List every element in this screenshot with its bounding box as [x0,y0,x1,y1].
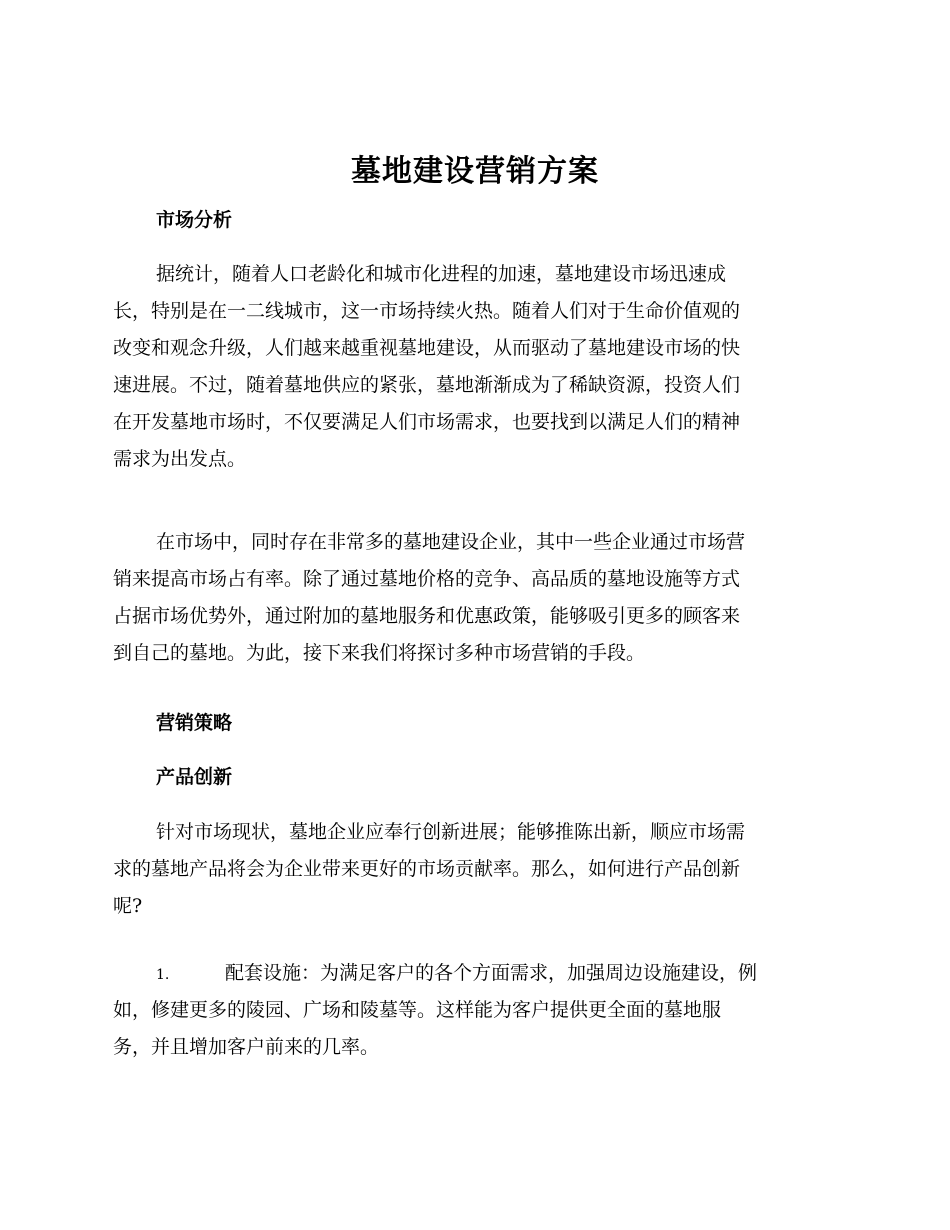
list-number: 1. [156,967,170,983]
text-line: 求的墓地产品将会为企业带来更好的市场贡献率。那么，如何进行产品创新 [113,858,741,880]
text-line: 在市场中，同时存在非常多的墓地建设企业，其中一些企业通过市场营 [156,531,746,553]
list-item-text: 配套设施：为满足客户的各个方面需求，加强周边设施建设，例 [225,962,758,984]
heading-marketing-strategy: 营销策略 [156,712,233,734]
text-line: 如，修建更多的陵园、广场和陵墓等。这样能为客户提供更全面的墓地服 [113,999,722,1021]
list-item-1 [113,955,831,1066]
paragraph-market-analysis-1 [113,256,831,478]
text-line: 速进展。不过，随着墓地供应的紧张，墓地渐渐成为了稀缺资源，投资人们 [113,374,741,396]
heading-product-innovation: 产品创新 [156,766,233,788]
paragraph-market-analysis-2 [113,524,831,672]
text-line: 务，并且增加客户前来的几率。 [113,1036,380,1058]
text-line: 改变和观念升级，人们越来越重视墓地建设，从而驱动了墓地建设市场的快 [113,337,741,359]
text-line: 销来提高市场占有率。除了通过墓地价格的竞争、高品质的墓地设施等方式 [113,568,741,590]
heading-market-analysis: 市场分析 [156,209,233,231]
text-line: 在开发墓地市场时，不仅要满足人们市场需求，也要找到以满足人们的精神 [113,411,741,433]
text-line: 占据市场优势外，通过附加的墓地服务和优惠政策，能够吸引更多的顾客来 [113,605,741,627]
text-line: 到自己的墓地。为此，接下来我们将探讨多种市场营销的手段。 [113,642,646,664]
text-line: 长，特别是在一二线城市，这一市场持续火热。随着人们对于生命价值观的 [113,300,741,322]
document-title: 墓地建设营销方案 [351,154,599,189]
paragraph-product-innovation [113,814,831,925]
text-line: 据统计，随着人口老龄化和城市化进程的加速，墓地建设市场迅速成 [156,263,727,285]
list-item-first-line [113,955,831,992]
text-line: 针对市场现状，墓地企业应奉行创新进展；能够推陈出新，顺应市场需 [156,821,746,843]
text-line: 需求为出发点。 [113,448,247,470]
text-line: 呢? [113,895,143,917]
